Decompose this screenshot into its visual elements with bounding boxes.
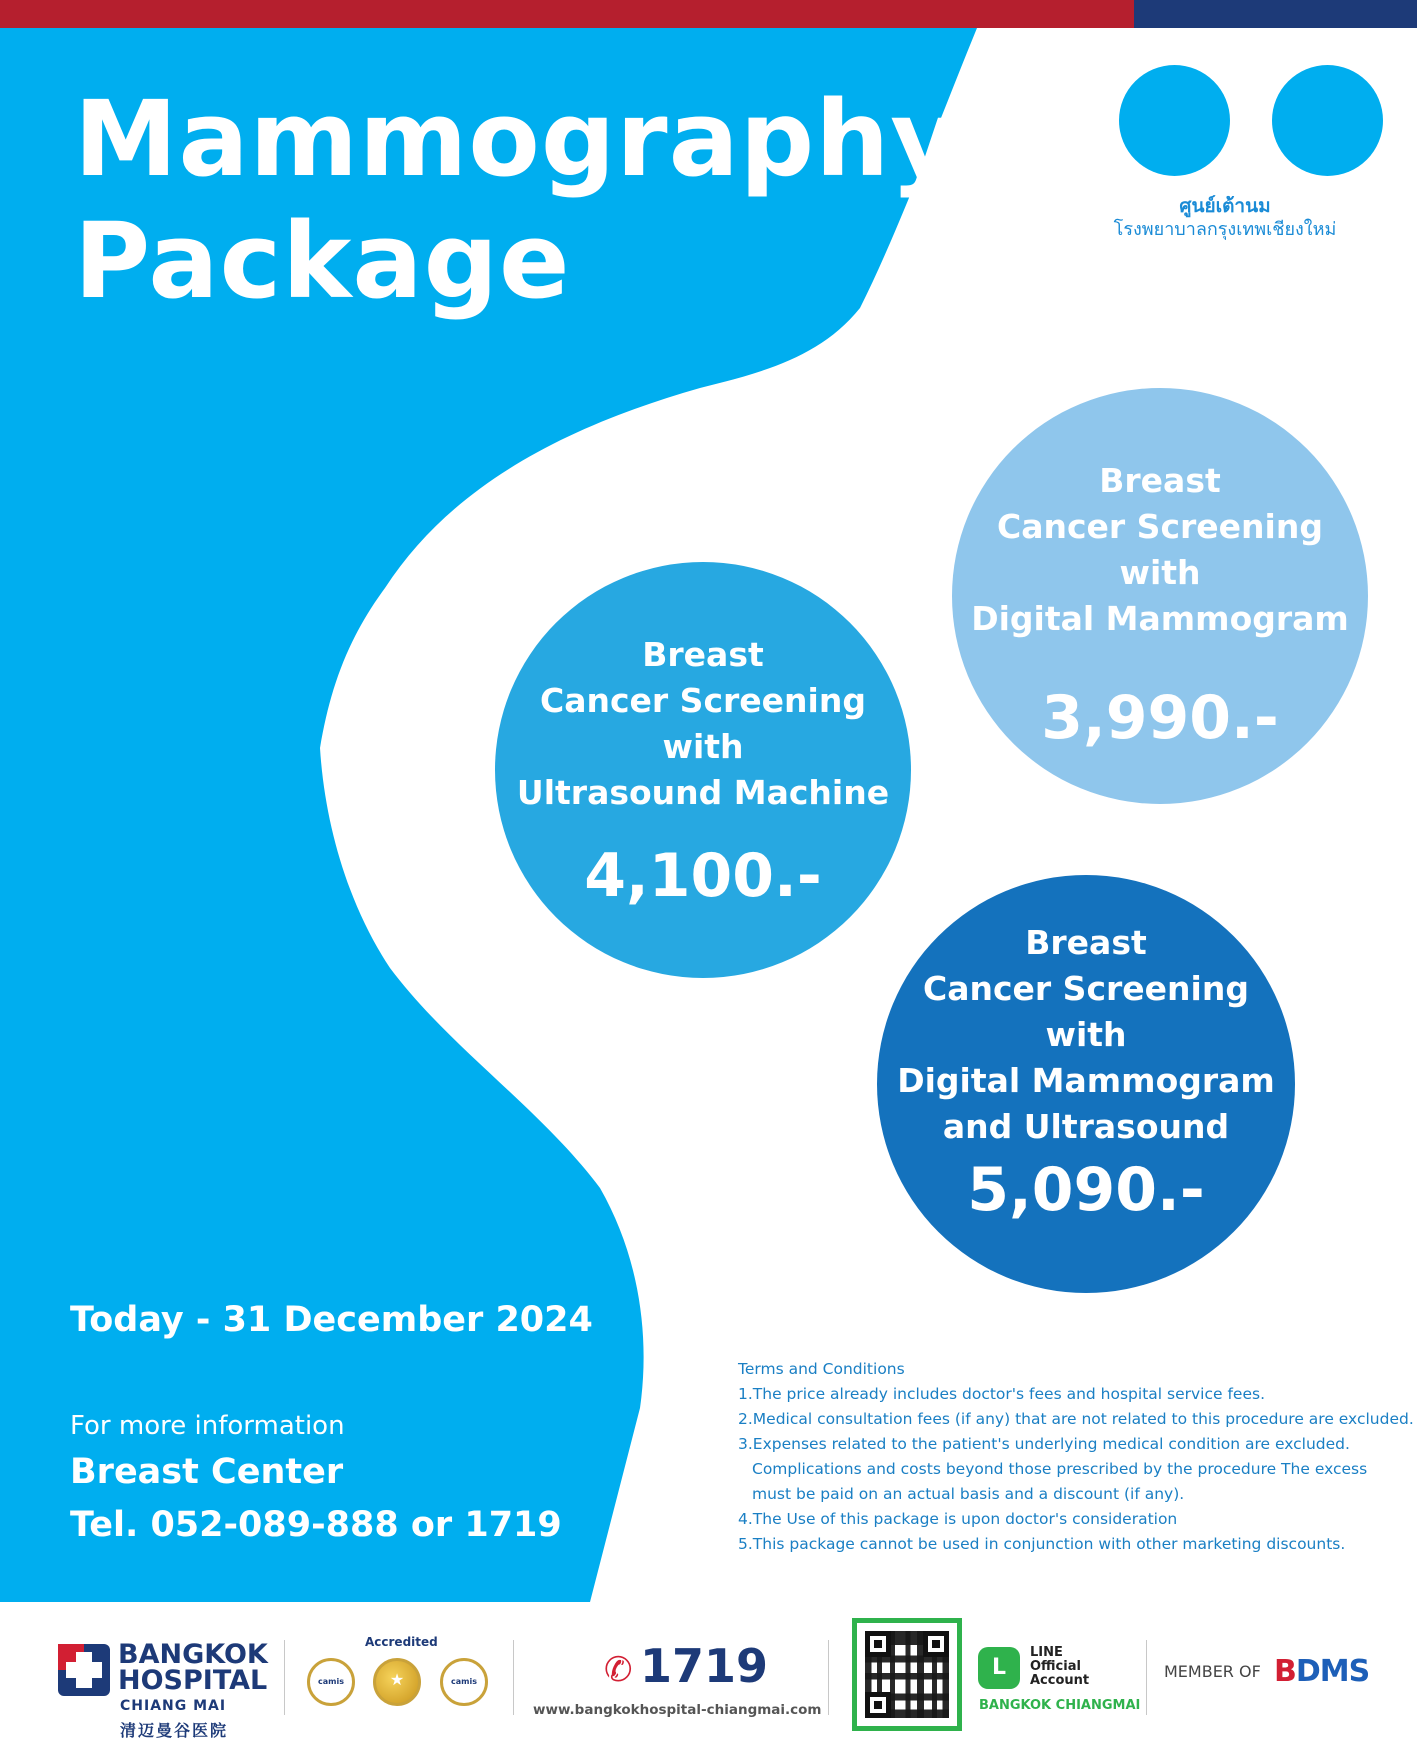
footer <box>0 1602 1417 1757</box>
line-text-3: Account <box>1030 1673 1090 1688</box>
hospital-chinese-name: 清迈曼谷医院 <box>120 1721 229 1740</box>
terms-and-conditions <box>738 1357 1414 1557</box>
hotline-number: 1719 <box>640 1639 769 1693</box>
member-of-label: MEMBER OF <box>1164 1662 1261 1681</box>
package-name-line: and Ultrasound <box>942 1107 1230 1146</box>
website-url[interactable]: www.bangkokhospital-chiangmai.com <box>533 1702 822 1718</box>
terms-item: Complications and costs beyond those prescribed by the procedure The excess <box>752 1460 1368 1478</box>
package-name-line: Breast <box>642 635 764 674</box>
hospital-name-line-1: BANGKOK <box>118 1639 268 1670</box>
top-bar-red <box>0 0 1134 28</box>
accreditation-medal-icon <box>440 1658 488 1706</box>
logo-dot-right <box>1272 65 1383 176</box>
jci-gold-seal-icon <box>373 1658 421 1706</box>
package-name-line: Cancer Screening <box>540 681 866 720</box>
gold-seal-star: ★ <box>389 1670 405 1689</box>
line-text-2: Official <box>1030 1659 1081 1674</box>
top-bar-navy <box>1134 0 1417 28</box>
package-name-line: Breast <box>1099 461 1221 500</box>
bdms-logo-rest: DMS <box>1295 1654 1370 1689</box>
accredited-label: Accredited <box>365 1635 438 1649</box>
package-price: 4,100.- <box>584 841 822 911</box>
footer-divider <box>284 1640 285 1715</box>
terms-item: 4.The Use of this package is upon doctor's consideration <box>738 1510 1178 1528</box>
terms-item: 3.Expenses related to the patient's underlying medical condition are excluded. <box>738 1435 1350 1453</box>
package-name-line: Breast <box>1025 923 1147 962</box>
package-mammogram-bubble <box>952 388 1368 804</box>
medal-label: camis <box>318 1677 344 1686</box>
title-line-1: Mammography <box>74 78 960 200</box>
center-thai-line-1: ศูนย์เต้านม <box>1179 195 1271 217</box>
center-thai-line-2: โรงพยาบาลกรุงเทพเชียงใหม่ <box>1113 219 1337 240</box>
info-center-name: Breast Center <box>70 1452 344 1492</box>
promo-date-range: Today - 31 December 2024 <box>70 1300 593 1340</box>
package-name-line: Cancer Screening <box>997 507 1323 546</box>
hospital-logo-text <box>118 1639 268 1696</box>
terms-item: must be paid on an actual basis and a discount (if any). <box>752 1485 1185 1503</box>
hospital-city: CHIANG MAI <box>120 1698 227 1714</box>
package-price: 5,090.- <box>967 1155 1205 1225</box>
phone-icon: ✆ <box>604 1650 633 1690</box>
accreditation-medal-icon <box>307 1658 355 1706</box>
package-name-line: Cancer Screening <box>923 969 1249 1008</box>
breast-center-thai-name <box>1060 194 1390 242</box>
info-label: For more information <box>70 1411 345 1441</box>
bangkok-hospital-cross-icon <box>58 1644 110 1696</box>
line-official-account-label <box>1030 1646 1089 1688</box>
info-telephone: Tel. 052-089-888 or 1719 <box>70 1505 562 1545</box>
hospital-name-line-2: HOSPITAL <box>118 1665 268 1696</box>
terms-item: 2.Medical consultation fees (if any) that are not related to this procedure are excluded. <box>738 1410 1414 1428</box>
package-name-line: Digital Mammogram <box>971 599 1349 638</box>
footer-divider <box>1146 1640 1147 1715</box>
package-price: 3,990.- <box>1041 683 1279 753</box>
bdms-logo <box>1274 1654 1369 1689</box>
line-qr-code <box>852 1618 962 1731</box>
qr-finder <box>865 1692 891 1718</box>
page-title <box>74 78 959 322</box>
medal-label: camis <box>451 1677 477 1686</box>
terms-item: 1.The price already includes doctor's fees and hospital service fees. <box>738 1385 1265 1403</box>
footer-divider <box>828 1640 829 1715</box>
package-name-line: Digital Mammogram <box>897 1061 1275 1100</box>
footer-divider <box>513 1640 514 1715</box>
package-name-line: Ultrasound Machine <box>516 773 890 812</box>
package-name-line: with <box>662 727 744 766</box>
terms-heading: Terms and Conditions <box>738 1360 905 1378</box>
line-app-icon: L <box>978 1647 1020 1689</box>
logo-dot-left <box>1119 65 1230 176</box>
title-line-2: Package <box>74 200 571 322</box>
package-ultrasound-bubble <box>495 562 911 978</box>
qr-finder <box>865 1631 891 1657</box>
breast-center-logo <box>1119 65 1384 177</box>
qr-finder <box>923 1631 949 1657</box>
package-mammogram-ultrasound-bubble <box>877 875 1295 1293</box>
bdms-logo-b: B <box>1274 1654 1296 1689</box>
top-color-bar <box>0 0 1417 28</box>
line-account-name: BANGKOK CHIANGMAI <box>979 1698 1141 1713</box>
terms-item: 5.This package cannot be used in conjunction with other marketing discounts. <box>738 1535 1346 1553</box>
package-name-line: with <box>1119 553 1201 592</box>
package-name-line: with <box>1045 1015 1127 1054</box>
line-text-1: LINE <box>1030 1645 1063 1660</box>
